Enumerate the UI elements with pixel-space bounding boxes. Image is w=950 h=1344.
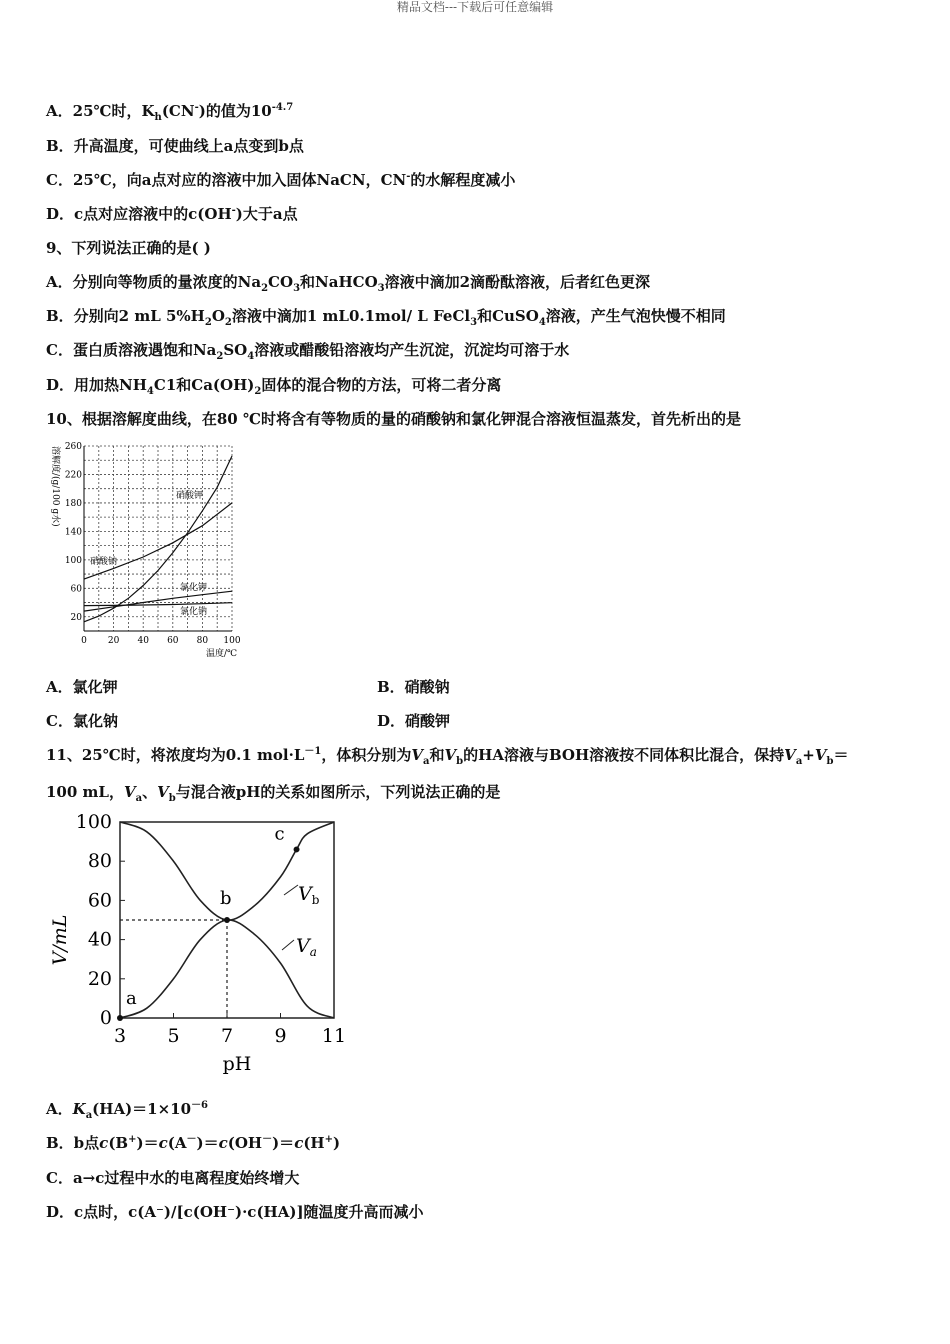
y-tick-label: 20	[87, 967, 112, 990]
data-point	[117, 1015, 123, 1021]
page-header: 精品文档---下载后可任意编辑	[396, 0, 554, 14]
data-point	[294, 846, 300, 852]
q9-option-a: A．分别向等物质的量浓度的$Na_2CO_3$和NaHCO$_3$溶液中滴加2滴酚酞溶液，后者红色更深	[46, 273, 651, 294]
series-label: 氯化钾	[180, 583, 208, 593]
series-label: 硝酸钾	[176, 491, 204, 501]
ph-x-axis-label: pH	[222, 1053, 252, 1075]
series-label: 硝酸钠	[90, 557, 118, 567]
q8-option-b: B．升高温度，可使曲线上a点变到b点	[46, 137, 304, 155]
q11-option-c: C．a→c过程中水的电离程度始终增大	[46, 1169, 300, 1187]
solubility-y-axis-label: 溶解度/(g/100 g水)	[50, 446, 60, 527]
curve-label-va: $V_a$	[296, 935, 317, 959]
y-tick-label: 60	[87, 889, 112, 912]
q9-stem: 9、下列说法正确的是( )	[46, 239, 211, 257]
point-label: a	[126, 988, 137, 1009]
q10-option-a: A．氯化钾	[46, 678, 118, 696]
x-tick-label: 60	[167, 636, 179, 646]
q11-option-a: A．$K_a(HA)=1\times 10^{-6}$	[46, 1100, 209, 1121]
curve-label-vb: $V_b$	[298, 883, 320, 907]
curve-pointer	[284, 885, 298, 895]
q11-stem-line2: 100 mL，$V_a$、$V_b$与混合液pH的关系如图所示，下列说法正确的是	[46, 783, 501, 804]
q8-option-d: D．c点对应溶液中的c(OH-)大于a点	[46, 205, 298, 223]
solubility-chart	[44, 438, 249, 663]
y-tick-label: 60	[70, 584, 82, 595]
ph-y-axis-label: V/mL	[49, 914, 71, 966]
q10-option-d: D．硝酸钾	[377, 712, 451, 730]
y-tick-label: 100	[75, 812, 112, 833]
y-tick-label: 180	[64, 498, 82, 509]
y-tick-label: 20	[70, 612, 82, 623]
x-tick-label: 0	[81, 636, 87, 646]
q10-option-b: B．硝酸钠	[377, 678, 450, 696]
x-tick-label: 5	[167, 1025, 180, 1047]
series-label: 氯化钠	[180, 607, 208, 617]
x-tick-label: 80	[196, 636, 209, 646]
data-point	[224, 917, 230, 923]
point-label: c	[274, 823, 285, 845]
x-tick-label: 3	[113, 1025, 127, 1047]
q9-option-c: C．蛋白质溶液遇饱和$Na_2SO_4$溶液或醋酸铅溶液均产生沉淀，沉淀均可溶于水	[46, 341, 570, 362]
q11-option-d: D．c点时，c(A⁻)/[c(OH⁻)·c(HA)]随温度升高而减小	[46, 1203, 424, 1221]
ph-volume-chart	[44, 812, 349, 1080]
q8-option-c: C．25℃，向a点对应的溶液中加入固体NaCN，CN-的水解程度减小	[46, 171, 516, 189]
q9-option-d: D．用加热$NH_4C1$和$Ca(OH)_2$固体的混合物的方法，可将二者分离	[46, 376, 502, 397]
point-label: b	[220, 888, 232, 909]
q9-option-b: B．分别向2 mL $5\%H_2O_2$溶液中滴加1 mL0.1mol/ L FeCl$_3$和CuSO$_4$溶液，产生气泡快慢不相同	[46, 307, 726, 328]
x-tick-label: 7	[220, 1025, 234, 1047]
y-tick-label: 0	[99, 1007, 112, 1029]
solubility-x-axis-label: 温度/℃	[206, 649, 238, 659]
x-tick-label: 11	[321, 1025, 347, 1047]
q10-option-c: C．氯化钠	[46, 712, 118, 730]
y-tick-label: 260	[64, 442, 82, 452]
x-tick-label: 100	[223, 636, 241, 646]
y-tick-label: 100	[64, 555, 82, 566]
y-tick-label: 220	[64, 470, 82, 481]
y-tick-label: 40	[87, 928, 112, 951]
x-tick-label: 20	[107, 636, 120, 646]
x-tick-label: 40	[137, 636, 149, 646]
y-tick-label: 140	[64, 527, 82, 538]
q10-stem: 10、根据溶解度曲线，在80 ℃时将含有等物质的量的硝酸钠和氯化钾混合溶液恒温蒸发，首先析出的是	[46, 410, 741, 428]
y-tick-label: 80	[87, 850, 112, 873]
q8-option-a: A．25℃时，$K_h(CN^-)$的值为$10^{-4.7}$	[46, 102, 294, 123]
curve-pointer	[282, 940, 294, 950]
q11-stem-line1: 11、25℃时，将浓度均为0.1 $mol\cdot L^{-1}$，体积分别为$V_a$和$V_b$的HA溶液与BOH溶液按不同体积比混合，保持$V_a+V_b=$	[46, 746, 849, 767]
x-tick-label: 9	[274, 1025, 287, 1047]
q11-option-b: B．b点c(B+)＝c(A－)＝c(OH－)＝c(H+)	[46, 1134, 341, 1152]
